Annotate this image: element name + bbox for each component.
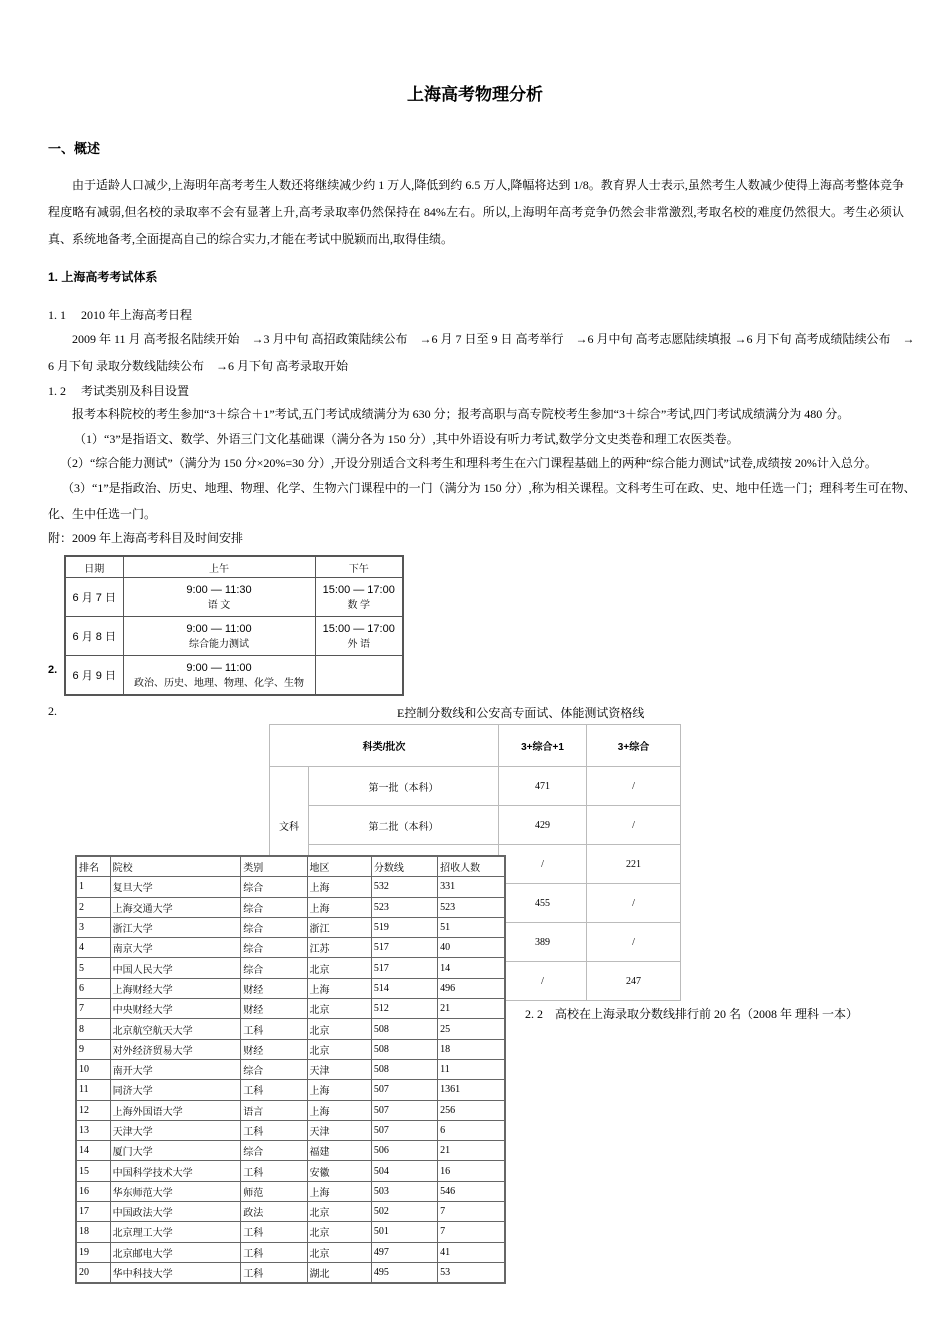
section-number-fragment-2: 2.	[48, 704, 57, 718]
score-cell: 502	[371, 1202, 437, 1222]
value-cell: 429	[499, 806, 587, 845]
exam-item-3-line2: 化、生中任选一门。	[48, 507, 157, 521]
table-row	[76, 999, 505, 1019]
rank-cell: 10	[76, 1059, 110, 1079]
score-cell: 508	[371, 1019, 437, 1039]
score-cell: 517	[371, 938, 437, 958]
rank-cell: 7	[76, 999, 110, 1019]
ranking-table-body	[76, 856, 505, 1283]
score-cell: 507	[371, 1100, 437, 1120]
rank-cell: 13	[76, 1120, 110, 1140]
school-cell: 同济大学	[110, 1080, 241, 1100]
type-cell: 工科	[241, 1242, 307, 1262]
enrollment-cell: 256	[438, 1100, 505, 1120]
region-cell: 上海	[307, 1181, 371, 1201]
section-heading-exam-system: 1. 上海高考考试体系	[48, 270, 158, 284]
schedule-timeline-line2: 6 月下旬 录取分数线陆续公布 →6 月下旬 高考录取开始	[48, 359, 349, 373]
school-cell: 中国政法大学	[110, 1202, 241, 1222]
score-cell: 512	[371, 999, 437, 1019]
region-cell: 北京	[307, 1202, 371, 1222]
type-cell: 综合	[241, 938, 307, 958]
header-type: 类别	[241, 856, 307, 877]
school-cell: 南京大学	[110, 938, 241, 958]
table-row	[76, 1222, 505, 1242]
rank-cell: 8	[76, 1019, 110, 1039]
enrollment-cell: 41	[438, 1242, 505, 1262]
score-cell: 504	[371, 1161, 437, 1181]
table-header-row	[270, 725, 681, 767]
school-cell: 上海财经大学	[110, 978, 241, 998]
rank-cell: 15	[76, 1161, 110, 1181]
enrollment-cell: 18	[438, 1039, 505, 1059]
school-cell: 华东师范大学	[110, 1181, 241, 1201]
header-3-plus-comp-plus-1: 3+综合+1	[499, 725, 587, 767]
region-cell: 北京	[307, 1242, 371, 1262]
header-region: 地区	[307, 856, 371, 877]
score-cell: 508	[371, 1059, 437, 1079]
type-cell: 综合	[241, 877, 307, 897]
type-cell: 工科	[241, 1262, 307, 1283]
header-3-plus-comp: 3+综合	[587, 725, 681, 767]
score-cell: 507	[371, 1120, 437, 1140]
type-cell: 工科	[241, 1222, 307, 1242]
school-cell: 厦门大学	[110, 1141, 241, 1161]
score-cell: 517	[371, 958, 437, 978]
schedule-timeline-line1: 2009 年 11 月 高考报名陆续开始 →3 月中旬 高招政策陆续公布 →6 月 7 日至 9 日 高考举行 →6 月中旬 高考志愿陆续填报 →6 月下旬 高考成绩陆续公布 →	[72, 332, 915, 346]
morning-cell: 9:00 — 11:30 语 文	[123, 578, 315, 617]
category-cell: 文科	[270, 767, 309, 884]
type-cell: 财经	[241, 1039, 307, 1059]
batch-cell: 第一批（本科）	[309, 767, 499, 806]
ranking-table-caption: 2. 2 高校在上海录取分数线排行前 20 名（2008 年 理科 一本）	[525, 1007, 859, 1021]
enrollment-cell: 14	[438, 958, 505, 978]
enrollment-cell: 53	[438, 1262, 505, 1283]
table-row	[76, 897, 505, 917]
score-cell: 523	[371, 897, 437, 917]
rank-cell: 16	[76, 1181, 110, 1201]
type-cell: 工科	[241, 1080, 307, 1100]
school-cell: 北京邮电大学	[110, 1242, 241, 1262]
subsection-1-1-label: 1. 1 2010 年上海高考日程	[48, 308, 193, 322]
table-header-row	[76, 856, 505, 877]
table-header-row	[65, 556, 403, 578]
value-cell: 389	[499, 923, 587, 962]
region-cell: 上海	[307, 877, 371, 897]
table-row	[76, 938, 505, 958]
table-row	[76, 877, 505, 897]
value-cell: 471	[499, 767, 587, 806]
value-cell: 247	[587, 962, 681, 1001]
score-cell: 503	[371, 1181, 437, 1201]
rank-cell: 11	[76, 1080, 110, 1100]
enrollment-cell: 496	[438, 978, 505, 998]
value-cell: /	[499, 845, 587, 884]
table-row	[76, 1100, 505, 1120]
table-row	[76, 978, 505, 998]
school-cell: 中国科学技术大学	[110, 1161, 241, 1181]
type-cell: 综合	[241, 897, 307, 917]
table-row	[76, 1262, 505, 1283]
school-cell: 复旦大学	[110, 877, 241, 897]
school-cell: 天津大学	[110, 1120, 241, 1140]
enrollment-cell: 11	[438, 1059, 505, 1079]
rank-cell: 20	[76, 1262, 110, 1283]
school-cell: 浙江大学	[110, 917, 241, 937]
enrollment-cell: 16	[438, 1161, 505, 1181]
region-cell: 江苏	[307, 938, 371, 958]
type-cell: 财经	[241, 978, 307, 998]
region-cell: 天津	[307, 1120, 371, 1140]
enrollment-cell: 7	[438, 1202, 505, 1222]
region-cell: 浙江	[307, 917, 371, 937]
enrollment-cell: 51	[438, 917, 505, 937]
header-morning: 上午	[123, 556, 315, 578]
rank-cell: 19	[76, 1242, 110, 1262]
region-cell: 北京	[307, 999, 371, 1019]
type-cell: 综合	[241, 917, 307, 937]
region-cell: 北京	[307, 1039, 371, 1059]
table-row	[65, 656, 403, 696]
exam-item-1: （1）“3”是指语文、数学、外语三门文化基础课（满分各为 150 分）,其中外语设有听力考试,数学分文史类卷和理工农医类卷。	[74, 432, 739, 446]
region-cell: 北京	[307, 958, 371, 978]
subsection-1-2-label: 1. 2 考试类别及科目设置	[48, 384, 190, 398]
value-cell: /	[499, 962, 587, 1001]
type-cell: 财经	[241, 999, 307, 1019]
appendix-label: 附：2009 年上海高考科目及时间安排	[48, 531, 244, 545]
type-cell: 工科	[241, 1120, 307, 1140]
region-cell: 湖北	[307, 1262, 371, 1283]
region-cell: 天津	[307, 1059, 371, 1079]
school-cell: 上海外国语大学	[110, 1100, 241, 1120]
table-row	[76, 1141, 505, 1161]
table-row	[270, 806, 681, 845]
table-row	[76, 917, 505, 937]
score-cell: 501	[371, 1222, 437, 1242]
rank-cell: 3	[76, 917, 110, 937]
enrollment-cell: 7	[438, 1222, 505, 1242]
header-enrollment: 招收人数	[438, 856, 505, 877]
university-ranking-table	[75, 855, 506, 1284]
afternoon-cell: 15:00 — 17:00 外 语	[315, 617, 403, 656]
enrollment-cell: 21	[438, 999, 505, 1019]
type-cell: 工科	[241, 1161, 307, 1181]
value-cell: /	[587, 884, 681, 923]
overview-paragraph: 由于适龄人口减少,上海明年高考考生人数还将继续减少约 1 万人,降低到约 6.5 万人,降幅将达到 1/8。教育界人士表示,虽然考生人数减少使得上海高考整体竞争程度略有减弱,但名校的录取率不会有显著上升,高考录取率仍然保持在 84%左右。所以,上海明年高考竞争仍然会非常激烈,考取名校的难度仍然很大。考生必须认真、系统地备考,全面提高自己的综合实力,才能在考试中脱颖而出,取得佳绩。	[48, 178, 904, 246]
table-row	[76, 1080, 505, 1100]
table-row	[76, 1059, 505, 1079]
score-cell: 497	[371, 1242, 437, 1262]
section-heading-overview: 一、概述	[48, 141, 101, 156]
type-cell: 综合	[241, 1059, 307, 1079]
enrollment-cell: 6	[438, 1120, 505, 1140]
region-cell: 上海	[307, 897, 371, 917]
type-cell: 政法	[241, 1202, 307, 1222]
score-cell: 508	[371, 1039, 437, 1059]
region-cell: 北京	[307, 1222, 371, 1242]
header-date: 日期	[65, 556, 123, 578]
exam-schedule-table	[64, 555, 404, 696]
afternoon-cell: 15:00 — 17:00 数 学	[315, 578, 403, 617]
type-cell: 综合	[241, 1141, 307, 1161]
table-row	[76, 958, 505, 978]
exam-type-paragraph: 报考本科院校的考生参加“3＋综合＋1”考试,五门考试成绩满分为 630 分；报考高职与高专院校考生参加“3＋综合”考试,四门考试成绩满分为 480 分。	[72, 407, 850, 421]
region-cell: 北京	[307, 1019, 371, 1039]
enrollment-cell: 1361	[438, 1080, 505, 1100]
school-cell: 中国人民大学	[110, 958, 241, 978]
school-cell: 南开大学	[110, 1059, 241, 1079]
school-cell: 对外经济贸易大学	[110, 1039, 241, 1059]
table-row	[76, 1242, 505, 1262]
cutoff-table-caption: E控制分数线和公安高专面试、体能测试资格线	[397, 706, 645, 720]
value-cell: 221	[587, 845, 681, 884]
header-school: 院校	[110, 856, 241, 877]
exam-item-2: （2）“综合能力测试”（满分为 150 分×20%=30 分）,开设分别适合文科考生和理科考生在六门课程基础上的两种“综合能力测试”试卷,成绩按 20%计入总分。	[60, 456, 877, 470]
table-row	[76, 1181, 505, 1201]
enrollment-cell: 546	[438, 1181, 505, 1201]
table-row	[76, 1019, 505, 1039]
section-number-fragment: 2.	[48, 664, 58, 676]
region-cell: 上海	[307, 1080, 371, 1100]
region-cell: 福建	[307, 1141, 371, 1161]
score-cell: 532	[371, 877, 437, 897]
afternoon-cell	[315, 656, 403, 696]
score-cell: 506	[371, 1141, 437, 1161]
school-cell: 中央财经大学	[110, 999, 241, 1019]
school-cell: 华中科技大学	[110, 1262, 241, 1283]
header-category-batch: 科类/批次	[270, 725, 499, 767]
enrollment-cell: 523	[438, 897, 505, 917]
header-afternoon: 下午	[315, 556, 403, 578]
enrollment-cell: 25	[438, 1019, 505, 1039]
batch-cell: 第二批（本科）	[309, 806, 499, 845]
page-title: 上海高考物理分析	[407, 85, 543, 104]
table-row	[65, 617, 403, 656]
rank-cell: 18	[76, 1222, 110, 1242]
table-row	[270, 767, 681, 806]
table-row	[65, 578, 403, 617]
enrollment-cell: 40	[438, 938, 505, 958]
rank-cell: 17	[76, 1202, 110, 1222]
score-cell: 507	[371, 1080, 437, 1100]
date-cell: 6 月 8 日	[65, 617, 123, 656]
type-cell: 语言	[241, 1100, 307, 1120]
date-cell: 6 月 9 日	[65, 656, 123, 696]
morning-cell: 9:00 — 11:00 综合能力测试	[123, 617, 315, 656]
type-cell: 工科	[241, 1019, 307, 1039]
value-cell: 455	[499, 884, 587, 923]
school-cell: 北京航空航天大学	[110, 1019, 241, 1039]
region-cell: 上海	[307, 978, 371, 998]
type-cell: 师范	[241, 1181, 307, 1201]
score-cell: 519	[371, 917, 437, 937]
rank-cell: 4	[76, 938, 110, 958]
table-row	[76, 1120, 505, 1140]
rank-cell: 2	[76, 897, 110, 917]
value-cell: /	[587, 806, 681, 845]
region-cell: 上海	[307, 1100, 371, 1120]
value-cell: /	[587, 767, 681, 806]
rank-cell: 1	[76, 877, 110, 897]
score-cell: 495	[371, 1262, 437, 1283]
exam-item-3-line1: （3）“1”是指政治、历史、地理、物理、化学、生物六门课程中的一门（满分为 150 分）,称为相关课程。文科考生可在政、史、地中任选一门；理科考生可在物、	[62, 481, 916, 495]
rank-cell: 12	[76, 1100, 110, 1120]
rank-cell: 6	[76, 978, 110, 998]
date-cell: 6 月 7 日	[65, 578, 123, 617]
enrollment-cell: 331	[438, 877, 505, 897]
rank-cell: 9	[76, 1039, 110, 1059]
school-cell: 北京理工大学	[110, 1222, 241, 1242]
table-row	[76, 1161, 505, 1181]
value-cell: /	[587, 923, 681, 962]
morning-cell: 9:00 — 11:00 政治、历史、地理、物理、化学、生物	[123, 656, 315, 696]
table-row	[76, 1039, 505, 1059]
header-score: 分数线	[371, 856, 437, 877]
region-cell: 安徽	[307, 1161, 371, 1181]
header-rank: 排名	[76, 856, 110, 877]
type-cell: 综合	[241, 958, 307, 978]
rank-cell: 5	[76, 958, 110, 978]
rank-cell: 14	[76, 1141, 110, 1161]
enrollment-cell: 21	[438, 1141, 505, 1161]
table-row	[76, 1202, 505, 1222]
school-cell: 上海交通大学	[110, 897, 241, 917]
score-cell: 514	[371, 978, 437, 998]
